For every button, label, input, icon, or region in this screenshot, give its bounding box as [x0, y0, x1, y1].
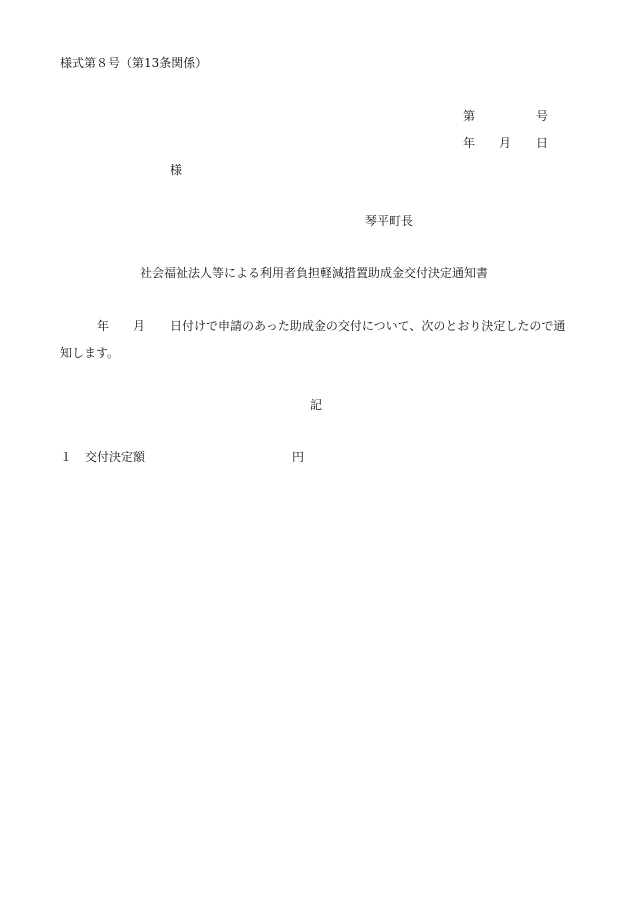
number-suffix: 号 — [536, 109, 549, 123]
form-label: 様式第８号（第13条関係） — [60, 56, 208, 70]
addressee-suffix: 様 — [170, 163, 183, 177]
date-year: 年 — [463, 136, 476, 150]
body-line-2: 知します。 — [60, 346, 120, 360]
date-day: 日 — [536, 136, 549, 150]
number-prefix: 第 — [463, 109, 476, 123]
date-month: 月 — [499, 136, 512, 150]
ki-heading: 記 — [310, 398, 323, 412]
item-1-number: １ — [60, 450, 73, 464]
item-1-unit: 円 — [292, 450, 305, 464]
body-month: 月 — [133, 319, 146, 333]
item-1-label: 交付決定額 — [85, 450, 146, 464]
issuer-name: 琴平町長 — [365, 214, 414, 228]
document-title: 社会福祉法人等による利用者負担軽減措置助成金交付決定通知書 — [140, 266, 489, 280]
body-year: 年 — [97, 319, 110, 333]
body-line-1: 日付けで申請のあった助成金の交付について、次のとおり決定したので通 — [170, 319, 566, 333]
